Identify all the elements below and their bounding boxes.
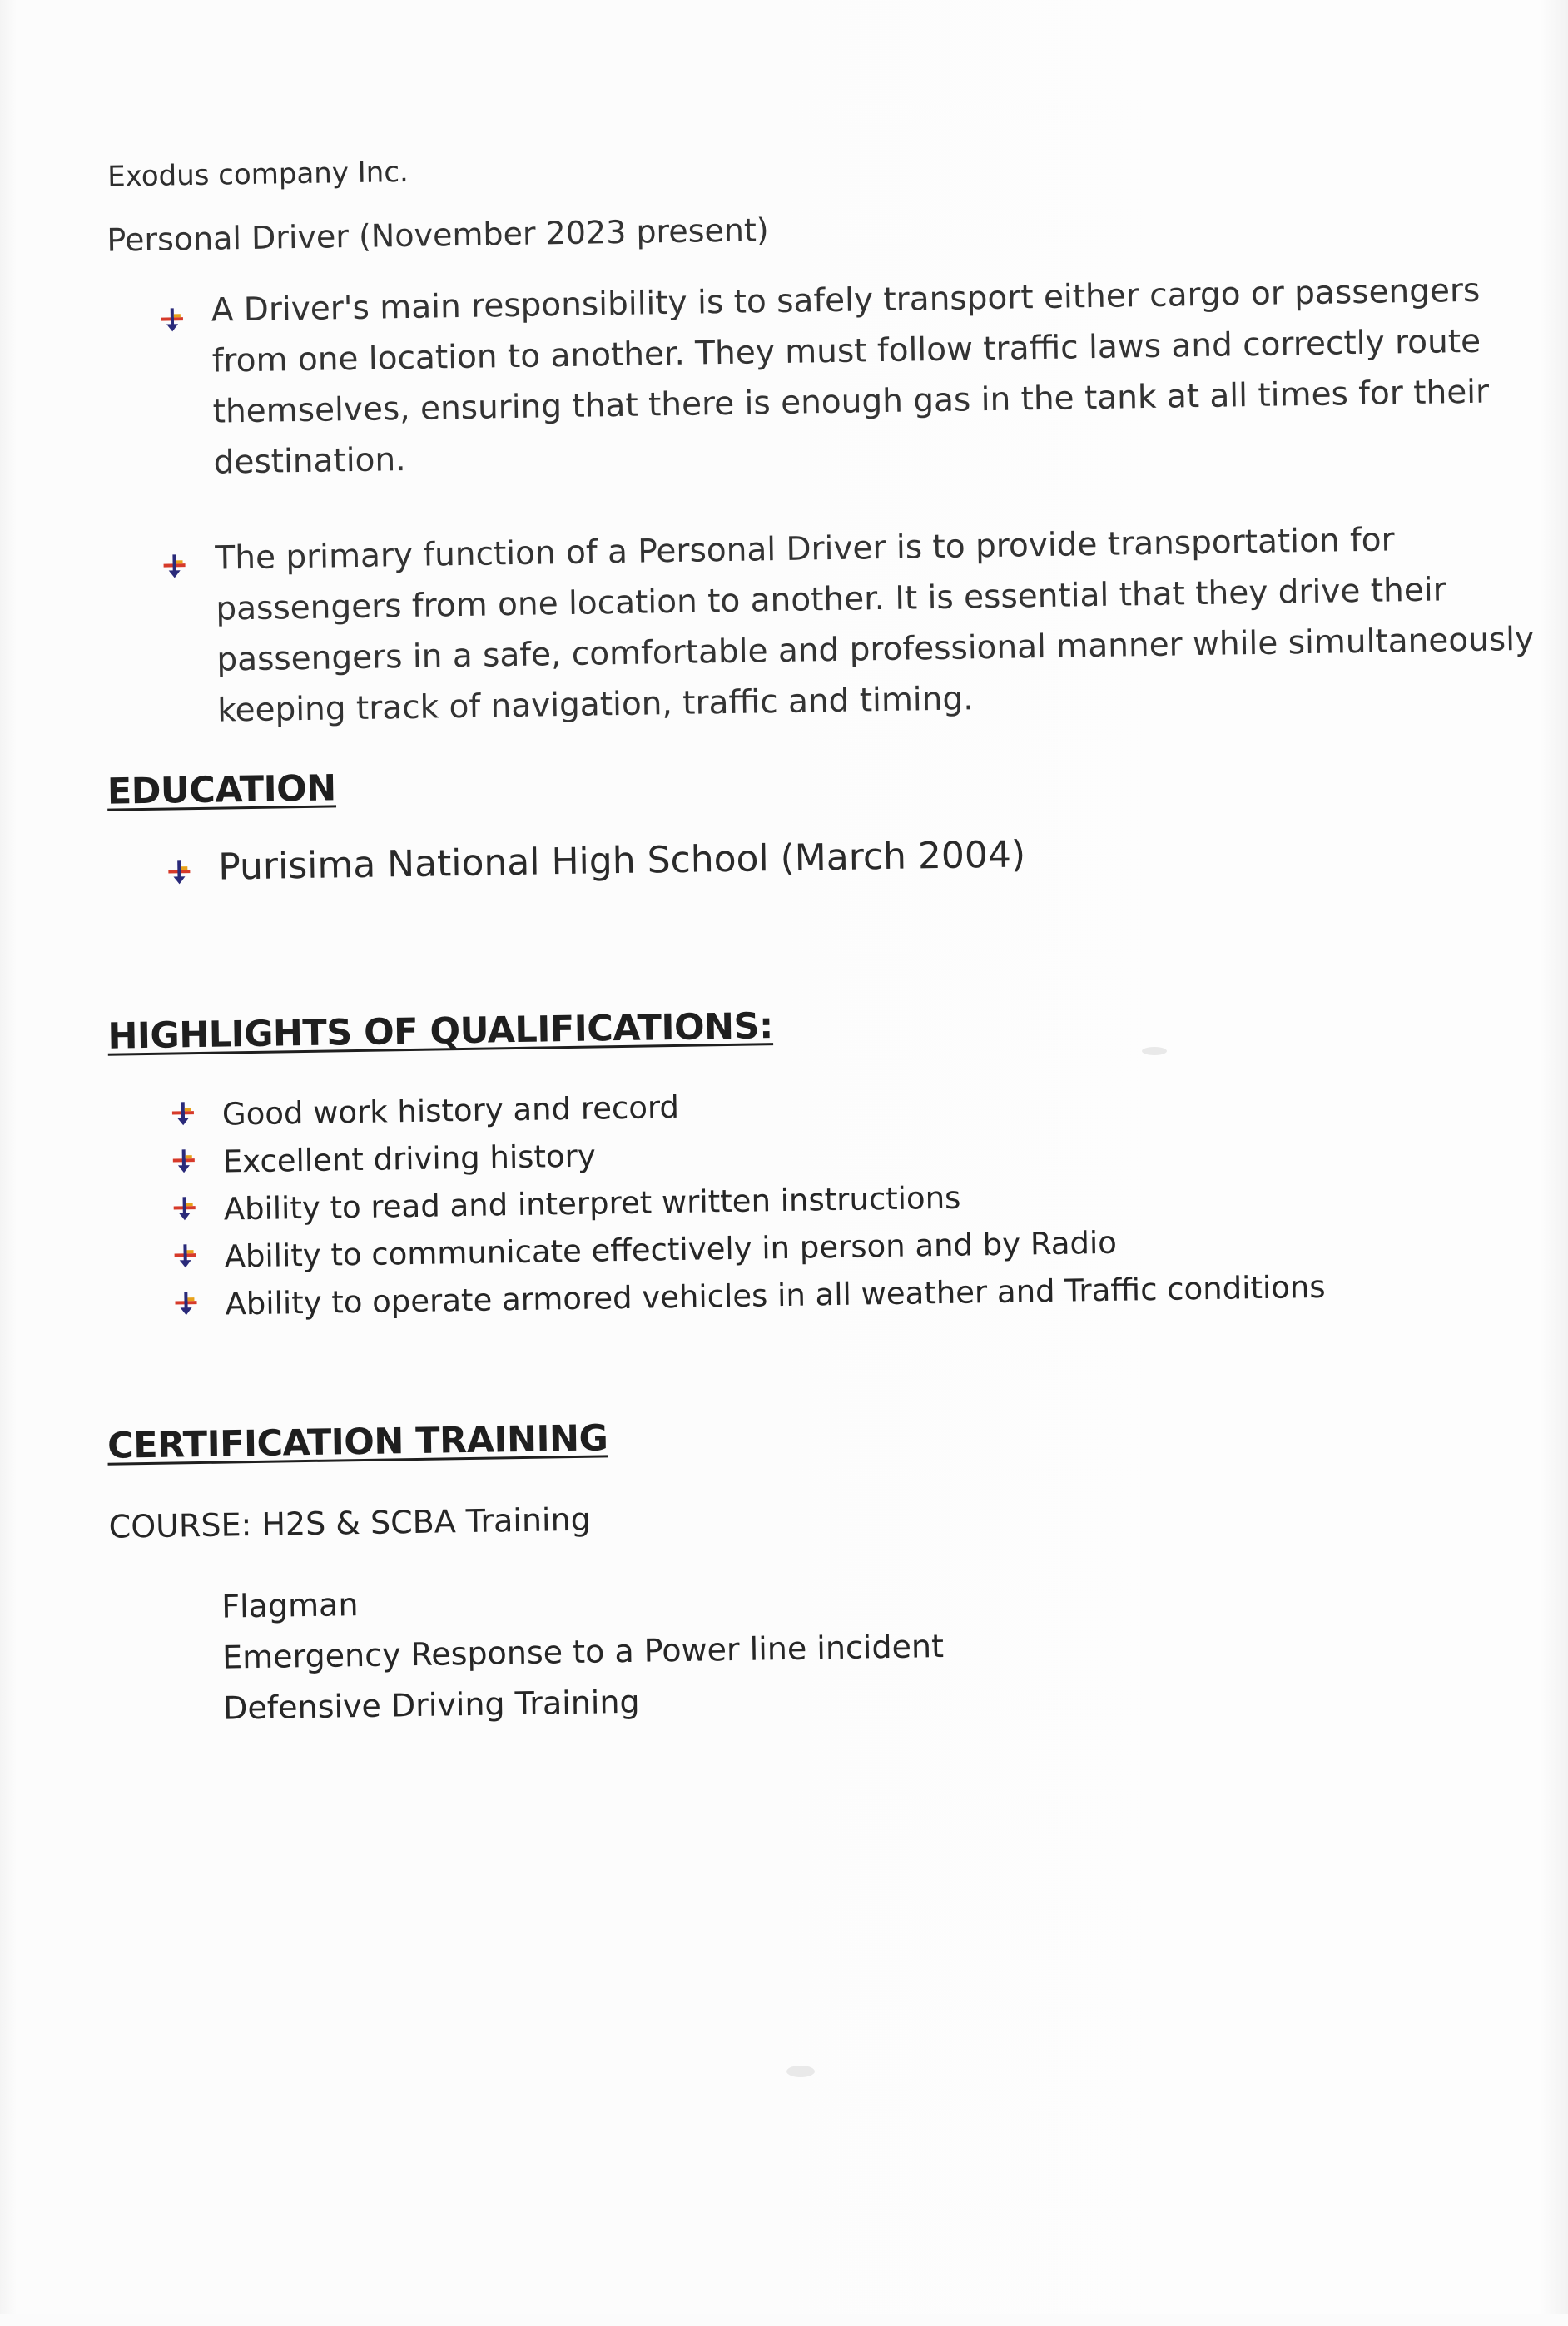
course-title: COURSE: H2S & SCBA Training (108, 1500, 592, 1545)
arrow-down-plus-icon (165, 858, 194, 887)
scan-speck (786, 2066, 815, 2077)
qualifications-list (222, 1074, 1326, 1328)
qualification-text: Good work history and record (221, 1089, 680, 1133)
list-item: Defensive Driving Training (222, 1683, 640, 1727)
job-title: Personal Driver (November 2023 present) (107, 211, 769, 259)
company-name: Exodus company Inc. (107, 155, 409, 194)
experience-bullet-1-line: destination. (213, 441, 406, 482)
scan-speck (1142, 1047, 1167, 1055)
arrow-down-plus-icon (170, 1194, 199, 1223)
arrow-down-plus-icon (169, 1099, 198, 1128)
education-item: Purisima National High School (March 2004) (217, 833, 1026, 889)
qualification-text: Ability to read and interpret written instructions (223, 1179, 961, 1227)
experience-bullet-1-line: A Driver's main responsibility is to safely transport either cargo or passengers (211, 271, 1481, 330)
education-heading: EDUCATION (107, 767, 337, 813)
qualification-text: Ability to operate armored vehicles in all weather and Traffic conditions (225, 1268, 1326, 1322)
qualification-text: Ability to communicate effectively in person and by Radio (224, 1224, 1118, 1275)
arrow-down-plus-icon (171, 1242, 200, 1271)
experience-bullet-2-line: The primary function of a Personal Driver is to provide transportation for (215, 521, 1395, 578)
list-item: Flagman (221, 1586, 359, 1625)
arrow-down-plus-icon (158, 305, 187, 335)
arrow-down-plus-icon (171, 1289, 201, 1318)
experience-bullet-1-line: themselves, ensuring that there is enough gas in the tank at all times for their (212, 373, 1490, 431)
certification-list (221, 1570, 945, 1734)
experience-bullet-2-line: keeping track of navigation, traffic and timing. (216, 680, 974, 730)
certification-heading: CERTIFICATION TRAINING (107, 1417, 608, 1467)
experience-bullet-2-line: passengers in a safe, comfortable and professional manner while simultaneously (216, 620, 1535, 679)
experience-bullet-2 (215, 513, 1535, 736)
qualifications-heading: HIGHLIGHTS OF QUALIFICATIONS: (107, 1005, 774, 1058)
arrow-down-plus-icon (170, 1147, 199, 1176)
qualification-text: Excellent driving history (222, 1138, 597, 1180)
experience-bullet-1-line: from one location to another. They must follow traffic laws and correctly route (211, 322, 1481, 380)
experience-bullet-1 (211, 265, 1512, 488)
experience-bullet-2-line: passengers from one location to another. It is essential that they drive their (216, 571, 1447, 628)
list-item: Emergency Response to a Power line incident (221, 1628, 945, 1676)
arrow-down-plus-icon (160, 552, 189, 581)
